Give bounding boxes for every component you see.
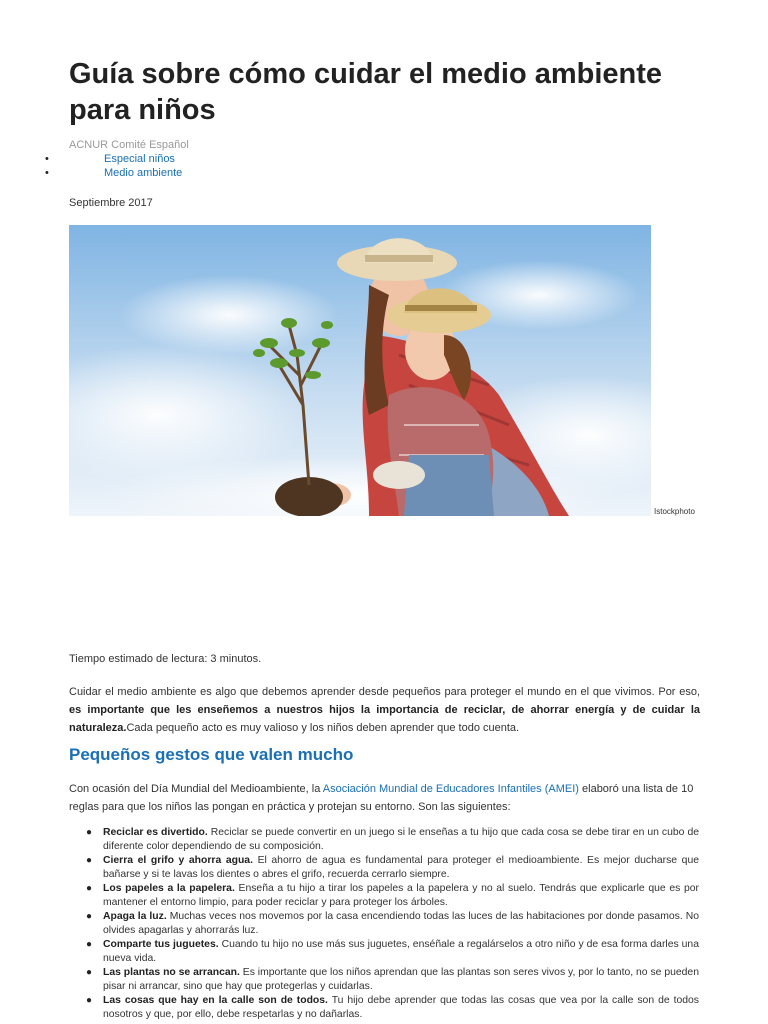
bullet-icon: ● — [86, 855, 93, 866]
bullet-icon: ● — [86, 827, 93, 838]
intro-paragraph — [69, 683, 700, 737]
rule-text: Reciclar se puede convertir en un juego si le enseñas a tu hijo que cada cosa se debe tirar en un cubo de diferente color dependiendo de su composición. — [103, 827, 699, 852]
rule-title: Las cosas que hay en la calle son de todos. — [103, 995, 328, 1006]
page-title: Guía sobre cómo cuidar el medio ambiente para niños — [69, 58, 663, 126]
bullet-icon: ● — [86, 883, 93, 894]
rule-text: Enseña a tu hijo a tirar los papeles a la papelera y no al suelo. Tendrás que explicarle que es por mantener el entorno limpio, para poder reciclar y para proteger los árboles. — [103, 883, 699, 908]
bullet-icon: ● — [86, 995, 93, 1006]
lead-text: Con ocasión del Día Mundial del Medioambiente, la — [69, 783, 323, 795]
rule-text: Tu hijo debe aprender que todas las cosas que vea por la calle son de todos nosotros y que, por ello, debe respetarlas y no dañarlas. — [103, 995, 699, 1020]
intro-text: Cuidar el medio ambiente es algo que debemos aprender desde pequeños para proteger el mundo en el que vivimos. Por eso, — [69, 686, 700, 698]
tag-item — [0, 166, 182, 180]
rule-title: Cierra el grifo y ahorra agua. — [103, 855, 253, 866]
rule-text: El ahorro de agua es fundamental para proteger el medioambiente. Es mejor ducharse que bañarse y si te lavas los dientes o abres el grifo, recuerda cerrarlo siempre. — [103, 855, 700, 880]
lead-text-end: elaboró una lista de 10 reglas para que los niños las pongan en práctica y protejan su entorno. Son las siguientes: — [69, 783, 694, 813]
intro-text-end: Cada pequeño acto es muy valioso y los niños deben aprender que todo cuenta. — [126, 722, 520, 734]
bullet-icon: ● — [86, 939, 93, 950]
rule-text: Es importante que los niños aprendan que las plantas son seres vivos y, por lo tanto, no se pueden pisar ni arrancar, sino que hay que protegerlas y cuidarlas. — [103, 967, 699, 992]
rule-text: Muchas veces nos movemos por la casa encendiendo todas las luces de las habitaciones por donde pasamos. No olvides apagarlas y ahorrarás luz. — [103, 911, 700, 936]
reading-time: Tiempo estimado de lectura: 3 minutos. — [69, 653, 262, 665]
tag-item — [0, 152, 182, 166]
hero-image — [69, 225, 651, 516]
bullet-icon: • — [45, 167, 49, 179]
bullet-icon: ● — [86, 911, 93, 922]
tag-link-medio-ambiente[interactable]: Medio ambiente — [104, 167, 183, 179]
list-item — [86, 910, 700, 938]
mother-and-child-planting-tree-image — [69, 225, 651, 516]
list-item — [86, 938, 699, 966]
section-title: Pequeños gestos que valen mucho — [69, 745, 354, 764]
rule-text: Cuando tu hijo no use más sus juguetes, enséñale a regalárselos a otro niño y de esa forma darles una nueva vida. — [103, 939, 699, 964]
amei-link[interactable]: Asociación Mundial de Educadores Infantiles (AMEI) — [322, 783, 579, 795]
rules-list — [86, 826, 700, 1022]
list-item — [86, 882, 699, 910]
image-credit: Istockphoto — [654, 507, 695, 516]
rule-title: Las plantas no se arrancan. — [103, 967, 240, 978]
tag-list — [0, 152, 182, 180]
rule-title: Reciclar es divertido. — [103, 827, 208, 838]
tag-link-especial-ninos[interactable]: Especial niños — [104, 153, 175, 165]
list-item — [86, 966, 699, 994]
bullet-icon: ● — [86, 967, 93, 978]
list-item — [86, 826, 699, 854]
article-date: Septiembre 2017 — [69, 197, 153, 209]
bullet-icon: • — [45, 153, 49, 165]
lead-paragraph — [69, 780, 700, 816]
rule-title: Apaga la luz. — [103, 911, 167, 922]
list-item — [86, 854, 700, 882]
rule-title: Los papeles a la papelera. — [103, 883, 235, 894]
rule-title: Comparte tus juguetes. — [103, 939, 219, 950]
list-item — [86, 994, 699, 1022]
article-source: ACNUR Comité Español — [69, 139, 189, 151]
intro-highlight: es importante que les enseñemos a nuestros hijos la importancia de reciclar, de ahorrar energía y de cuidar la naturaleza. — [69, 704, 700, 734]
